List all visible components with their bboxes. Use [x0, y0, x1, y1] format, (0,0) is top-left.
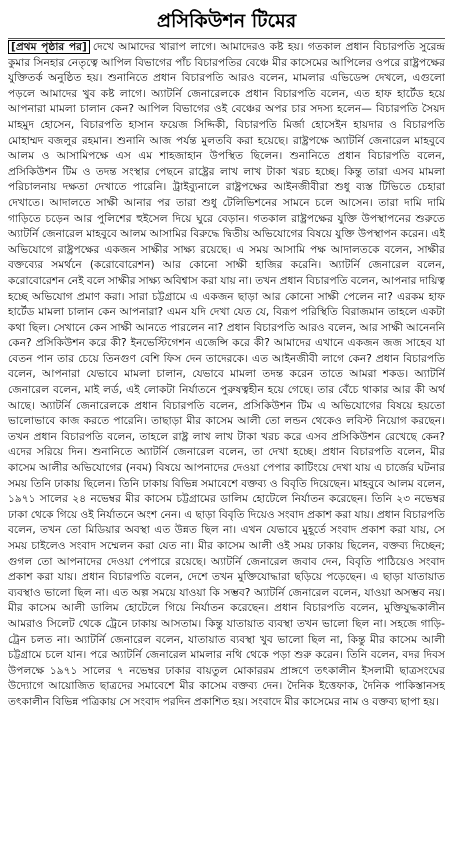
previous-article-remnant — [0, 0, 453, 7]
article-text: দেখে আমাদের খারাপ লাগে। আমাদেরও কষ্ট হয়। গতকাল প্রধান বিচারপতি সুরেন্দ্র কুমার সিনহার নেতৃত্বে আপিল বিভাগের পাঁচ বিচারপতির বেঞ্চে মীর কাসেমের আপিলের ওপরে রাষ্ট্রপক্ষের যুক্তিতর্ক অনুষ্ঠিত হয়। শুনানিতে প্রধান বিচারপতি আরও বলেন, মামলার এভিডেন্স দেখলে, এগুলো পড়লে আমাদের খুব কষ্ট লাগে। অ্যাটর্নি জেনারেলকে প্রধান বিচারপতি বলেন, এত হাফ হার্টেড হয়ে আপনারা মামলা চালান কেন? আপিল বিভাগের ওই বেঞ্চের অপর চার সদস্য হলেন— বিচারপতি সৈয়দ মাহমুদ হোসেন, বিচারপতি হাসান ফয়েজ সিদ্দিকী, বিচারপতি মির্জা হোসেইন হায়দার ও বিচারপতি মোহাম্মদ বজলুর রহমান। শুনানি আজ পর্যন্ত মুলতবি করা হয়েছে। রাষ্ট্রপক্ষে অ্যাটর্নি জেনারেল মাহবুবে আলম ও আসামিপক্ষে এস এম শাহজাহান উপস্থিত ছিলেন। শুনানিতে প্রধান বিচারপতি বলেন, প্রসিকিউশন টিম ও তদন্ত সংস্থার পেছনে রাষ্ট্রের লাখ লাখ টাকা খরচ হচ্ছে। কিন্তু তারা এসব মামলা পরিচালনায় দক্ষতা দেখাতে পারেনি। ট্রাইব্যুনালে রাষ্ট্রপক্ষের আইনজীবীরা শুধু ব্যস্ত টিভিতে চেহারা দেখাতে। আদালতে সাক্ষী আনার পর তারা শুধু টেলিভিশনের সামনে চলে আসেন। তারা দামি দামি গাড়িতে চড়েন আর পুলিশের হুইসেল দিয়ে ঘুরে বেড়ান। গতকাল রাষ্ট্রপক্ষের যুক্তি উপস্থাপনের শুরুতে অ্যাটর্নি জেনারেল মাহবুবে আলম আসামির বিরুদ্ধে দ্বিতীয় অভিযোগের বিষয়ে যুক্তি উপস্থাপন করেন। এই অভিযোগে রাষ্ট্রপক্ষের একজন সাক্ষীর সাক্ষ্য রয়েছে। এ সময় আসামি পক্ষ আদালতকে বলেন, সাক্ষীর বক্তব্যের সমর্থনে (করোবোরেশন) আর কোনো সাক্ষী হাজির করেনি। অ্যাটর্নি জেনারেল বলেন, করোবোরেশন নেই বলে সাক্ষীর সাক্ষ্য অবিশ্বাস করা যায় না। তখন প্রধান বিচারপতি বলেন, আপনার দায়িত্ব হচ্ছে অভিযোগ প্রমাণ করা। সারা চট্টগ্রামে এ একজন ছাড়া আর কোনো সাক্ষী পেলেন না? এরকম হাফ হার্টেড মামলা চালান কেন আপনারা? এমন যদি দেখা যেত যে, বিরূপ পরিস্থিতি বিরাজমান তাহলে একটা কথা ছিল। সেখানে কেন সাক্ষী আনতে পারলেন না? প্রধান বিচারপতি আরও বলেন, আর সাক্ষী আনেননি কেন? প্রসিকিউশন করে কী? ইনভেস্টিগেশন এজেন্সি করে কী? আমাদের এখানে একজন জজ সাহেব যা বেতন পান তার চেয়ে তিনগুণ বেশি ফিস দেন তাদেরকে। এত আইনজীবী লাগে কেন? প্রধান বিচারপতি বলেন, আপনারা যেভাবে মামলা চালান, যেভাবে মামলা তদন্ত করেন তাতে আমরা শকড। অ্যাটর্নি জেনারেল বলেন, মাই লর্ড, এই লোকটা নির্যাতনে পুরুষত্বহীন হয়ে গেছে। তার বেঁচে থাকার আর কী অর্থ আছে। অ্যাটর্নি জেনারেলকে প্রধান বিচারপতি বলেন, প্রসিকিউশন টিম এ অভিযোগের বিষয়ে হয়তো ভালোভাবে কাজ করতে পারেনি। তাছাড়া মীর কাসেম আলী তো লন্ডন থেকেও লবিস্ট নিয়োগ করছেন। তখন প্রধান বিচারপতি বলেন, তাহলে রাষ্ট্র লাখ লাখ টাকা খরচ করে এসব প্রসিকিউশন রেখেছে কেন? এদের সরিয়ে দিন। শুনানিতে অ্যাটর্নি জেনারেল বলেন, তা দেখা হচ্ছে। প্রধান বিচারপতি বলেন, মীর কাসেম আলীর অভিযোগের (নবম) বিষয়ে আপনাদের দেওয়া পেপার কাটিংয়ে দেখা যায় এ চার্জের ঘটনার সময় তিনি ঢাকায় ছিলেন। তিনি ঢাকায় বিভিন্ন সমাবেশে বক্তব্য ও বিবৃতি দিয়েছেন। মাহবুবে আলম বলেন, ১৯৭১ সালের ২৪ নভেম্বর মীর কাসেম চট্টগ্রামের ডালিম হোটেলে নির্যাতন করেছেন। তিনি ২৩ নভেম্বর ঢাকা থেকে গিয়ে ওই নির্যাতনে অংশ নেন। এ ছাড়া বিবৃতি দিয়েও সংবাদ প্রকাশ করা যায়। প্রধান বিচারপতি বলেন, তখন তো মিডিয়ার অবস্থা এত উন্নত ছিল না। এখন যেভাবে মুহূর্তে সংবাদ প্রকাশ করা যায়, সে সময় চাইলেও সংবাদ সম্মেলন করা যেত না। মীর কাসেম আলী ওই সময় ঢাকায় ছিলেন, বক্তব্য দিচ্ছেন; গুগল তো আপনাদের দেওয়া পেপারে রয়েছে। অ্যাটর্নি জেনারেল জবাব দেন, বিবৃতি পাঠিয়েও সংবাদ প্রকাশ করা যায়। প্রধান বিচারপতি বলেন, দেশে তখন মুক্তিযোদ্ধারা ছড়িয়ে পড়েছেন। এ ছাড়া যাতায়াত ব্যবস্থাও ভালো ছিল না। এত অল্প সময়ে যাওয়া কি সম্ভব? অ্যাটর্নি জেনারেল বলেন, যাওয়া অসম্ভব নয়। মীর কাসেম আলী ডালিম হোটেলে গিয়ে নির্যাতন করেছেন। প্রধান বিচারপতি বলেন, মুক্তিযুদ্ধকালীন আমরাও সিলেট থেকে ট্রেনে ঢাকায় আসতাম। কিন্তু যাতায়াত ব্যবস্থা তখন ভালো ছিল না। সহজে গাড়ি-ট্রেন চলত না। অ্যাটর্নি জেনারেল বলেন, যাতায়াত ব্যবস্থা খুব ভালো ছিল না, কিন্তু মীর কাসেম আলী চট্টগ্রামে চলে যান। পরে অ্যাটর্নি জেনারেল মামলার নথি থেকে পড়া শুরু করেন। তিনি বলেন, বদর দিবস উপলক্ষে ১৯৭১ সালের ৭ নভেম্বর ঢাকার বায়তুল মোকাররম প্রাঙ্গণে তৎকালীন ইসলামী ছাত্রসংঘের উদ্যোগে আয়োজিত ছাত্রদের সমাবেশে মীর কাসেম বক্তব্য দেন। দৈনিক ইত্তেফাক, দৈনিক পাকিস্তানসহ তৎকালীন বিভিন্ন পত্রিকায় সে সংবাদ পরদিন প্রকাশিত হয়। সংবাদে মীর কাসেমের নাম ও বক্তব্য ছাপা হয়। — [8, 41, 445, 708]
headline-rule — [8, 38, 445, 39]
article-paragraph — [8, 40, 445, 711]
headline: প্রসিকিউশন টিমের — [156, 10, 297, 32]
article-body — [8, 40, 445, 852]
continued-from-front-page-tag: [প্রথম পৃষ্ঠার পর] — [8, 40, 90, 54]
